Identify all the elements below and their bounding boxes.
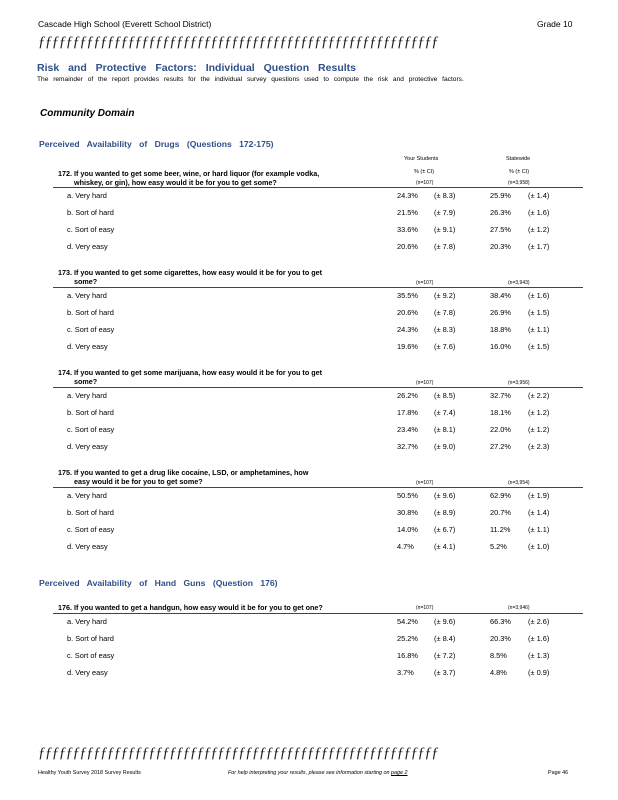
- n-local: (n=107): [416, 380, 434, 386]
- grade-header: Grade 10: [537, 19, 573, 29]
- table-row: c. Sort of easy 14.0% (± 6.7) 11.2% (± 1.1): [67, 525, 550, 534]
- table-row: b. Sort of hard 25.2% (± 8.4) 20.3% (± 1.6): [67, 634, 550, 643]
- decorative-bar-bottom: ƒƒƒƒƒƒƒƒƒƒƒƒƒƒƒƒƒƒƒƒƒƒƒƒƒƒƒƒƒƒƒƒƒƒƒƒƒƒƒƒƒƒƒƒƒƒƒƒƒƒƒƒƒƒƒƒƒƒ: [38, 745, 439, 761]
- footer-page-link[interactable]: page 2: [391, 770, 408, 776]
- table-row: b. Sort of hard 30.8% (± 8.9) 20.7% (± 1.4): [67, 508, 550, 517]
- n-local: (n=107): [416, 280, 434, 286]
- table-row: a. Very hard 26.2% (± 8.5) 32.7% (± 2.2): [67, 391, 550, 400]
- table-row: c. Sort of easy 16.8% (± 7.2) 8.5% (± 1.3): [67, 651, 550, 660]
- table-row: b. Sort of hard 17.8% (± 7.4) 18.1% (± 1.2): [67, 408, 550, 417]
- col-pct-local: % (± CI): [414, 169, 435, 175]
- col-statewide: Statewide: [506, 156, 531, 162]
- domain-heading: Community Domain: [40, 108, 135, 119]
- table-row: a. Very hard 24.3% (± 8.3) 25.9% (± 1.4): [67, 191, 550, 200]
- school-header: Cascade High School (Everett School District): [38, 19, 212, 29]
- table-row: a. Very hard 35.5% (± 9.2) 38.4% (± 1.6): [67, 291, 550, 300]
- table-row: a. Very hard 54.2% (± 9.6) 66.3% (± 2.6): [67, 617, 550, 626]
- footer-help-label: For help interpreting your results, please see information starting on: [228, 770, 390, 776]
- decorative-bar-top: ƒƒƒƒƒƒƒƒƒƒƒƒƒƒƒƒƒƒƒƒƒƒƒƒƒƒƒƒƒƒƒƒƒƒƒƒƒƒƒƒƒƒƒƒƒƒƒƒƒƒƒƒƒƒƒƒƒƒ: [38, 34, 439, 50]
- n-state: (n=3,958): [508, 180, 530, 186]
- table-row: c. Sort of easy 24.3% (± 8.3) 18.8% (± 1.1): [67, 325, 550, 334]
- question-173-line1: 173. If you wanted to get some cigarettes, how easy would it be for you to get: [58, 268, 322, 277]
- table-row: d. Very easy 32.7% (± 9.0) 27.2% (± 2.3): [67, 442, 550, 451]
- table-row: a. Very hard 50.5% (± 9.6) 62.9% (± 1.9): [67, 491, 550, 500]
- footer-help-text: [228, 770, 408, 776]
- page-subtitle: The remainder of the report provides results for the individual survey questions used to compute the risk and protective factors.: [37, 76, 464, 83]
- question-173-line2: some?: [74, 277, 98, 286]
- n-state: (n=3,946): [508, 605, 530, 611]
- n-local: (n=107): [416, 605, 434, 611]
- table-row: c. Sort of easy 33.6% (± 9.1) 27.5% (± 1.2): [67, 225, 550, 234]
- question-172-line2: whiskey, or gin), how easy would it be for you to get some?: [74, 178, 277, 187]
- n-state: (n=3,943): [508, 280, 530, 286]
- table-row: d. Very easy 19.6% (± 7.6) 16.0% (± 1.5): [67, 342, 550, 351]
- col-pct-state: % (± CI): [509, 169, 530, 175]
- question-174-line1: 174. If you wanted to get some marijuana, how easy would it be for you to get: [58, 368, 322, 377]
- col-your-students: Your Students: [404, 156, 439, 162]
- question-175-line1: 175. If you wanted to get a drug like cocaine, LSD, or amphetamines, how: [58, 468, 309, 477]
- table-row: c. Sort of easy 23.4% (± 8.1) 22.0% (± 1.2): [67, 425, 550, 434]
- n-state: (n=3,954): [508, 480, 530, 486]
- n-local: (n=107): [416, 480, 434, 486]
- table-row: b. Sort of hard 20.6% (± 7.8) 26.9% (± 1.5): [67, 308, 550, 317]
- table-row: d. Very easy 3.7% (± 3.7) 4.8% (± 0.9): [67, 668, 550, 677]
- footer-survey-name: Healthy Youth Survey 2018 Survey Results: [38, 770, 141, 776]
- table-row: b. Sort of hard 21.5% (± 7.9) 26.3% (± 1.6): [67, 208, 550, 217]
- n-state: (n=3,956): [508, 380, 530, 386]
- table-row: d. Very easy 4.7% (± 4.1) 5.2% (± 1.0): [67, 542, 550, 551]
- section-drugs-title: Perceived Availability of Drugs (Questions 172-175): [39, 139, 274, 149]
- section-handguns-title: Perceived Availability of Hand Guns (Question 176): [39, 578, 278, 588]
- table-row: d. Very easy 20.6% (± 7.8) 20.3% (± 1.7): [67, 242, 550, 251]
- question-174-line2: some?: [74, 377, 98, 386]
- question-172-line1: 172. If you wanted to get some beer, wine, or hard liquor (for example vodka,: [58, 169, 320, 178]
- n-local: (n=107): [416, 180, 434, 186]
- question-175-line2: easy would it be for you to get some?: [74, 477, 203, 486]
- page-title: Risk and Protective Factors: Individual Question Results: [37, 62, 356, 74]
- footer-page-number: Page 46: [548, 770, 569, 776]
- question-176-line1: 176. If you wanted to get a handgun, how easy would it be for you to get one?: [58, 603, 323, 612]
